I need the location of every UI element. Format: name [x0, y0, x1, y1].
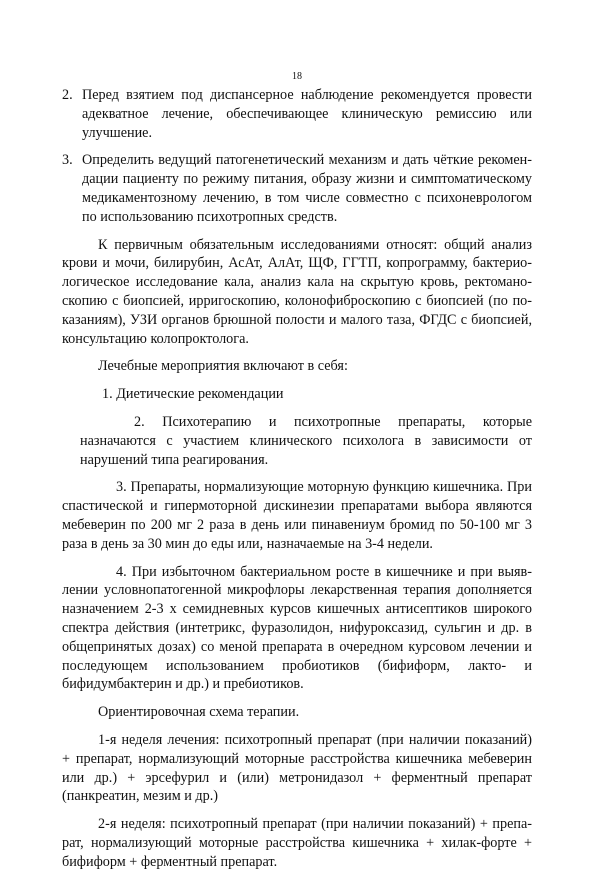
item-text: Перед взятием под диспансерное наблюдение рекомендуется провести адекватное лечение, обеспечивающее клиническую ремиссию или улучшение. — [82, 87, 532, 141]
measure-2: 2. Психотерапию и психотропные препараты, которые назначаются с участием клинического психолога в зависимости от нарушений типа реагирования. — [80, 413, 532, 468]
measure-4: 4. При избыточном бактериальном росте в кишечнике и при выявлении условнопатогенной микрофлоры лекарственная терапия дополняется назначением 2-3 х семидневных курсов кишечных антисептиков широкого спектра действия (интетрикс, фуразолидон, нифуроксазид, сульгин и др. в общепринятых дозах) со меной препарата в очередном курсовом лечении и последующем использованием пробиотиков (бифиформ, лакто- и бифидумбактерин и др.) и пребиотиков. — [62, 563, 532, 693]
scheme-intro: Ориентировочная схема терапии. — [98, 704, 300, 721]
item-text: Определить ведущий патогенетический механизм и дать чёткие рекомендации пациенту по режиму питания, образу жизни и симптоматическому медикаментозному лечению, в том числе совместно с психоневрологом по использованию психотропных средств. — [82, 152, 532, 225]
numbered-item-3 — [62, 151, 532, 226]
week-2-scheme: 2-я неделя: психотропный препарат (при наличии показаний) + препарат, нормализующий моторные расстройства кишечника + хилак-форте + бифиформ + ферментный препарат. — [62, 816, 532, 870]
numbered-item-2 — [62, 86, 532, 142]
page-content — [62, 86, 532, 880]
item-number: 3. — [62, 152, 73, 169]
measures-intro: Лечебные мероприятия включают в себя: — [98, 358, 348, 375]
exams-paragraph: К первичным обязательным исследованиями относят: общий анализ крови и мочи, билирубин, АсАт, АлАт, ЩФ, ГГТП, копрограмму, бактериологическое исследование кала, анализ кала на скрытую кровь, ректоманоскопию с биопсией, ирригоскопию, колонофиброскопию с биопсией (по показаниям), УЗИ органов брюшной полости и малого таза, ФГДС с биопсией, консультацию колопроктолога. — [62, 236, 532, 347]
page-number: 18 — [292, 71, 302, 82]
week-1-scheme: 1-я неделя лечения: психотропный препарат (при наличии показаний) + препарат, нормализующий моторные расстройства кишечника мебеверин или др.) + эрсефурил и (или) метронидазол + ферментный препарат (панкреатин, мезим и др.) — [62, 731, 532, 805]
measure-1: 1. Диетические рекомендации — [102, 386, 284, 403]
measure-3: 3. Препараты, нормализующие моторную функцию кишечника. При спастической и гипермоторной дискинезии препаратами выбора являются мебеверин по 200 мг 2 раза в день или пинавениум бромид по 50-100 мг 3 раза в день за 30 мин до еды или, назначаемые на 3-4 недели. — [62, 479, 532, 552]
item-number: 2. — [62, 87, 73, 103]
